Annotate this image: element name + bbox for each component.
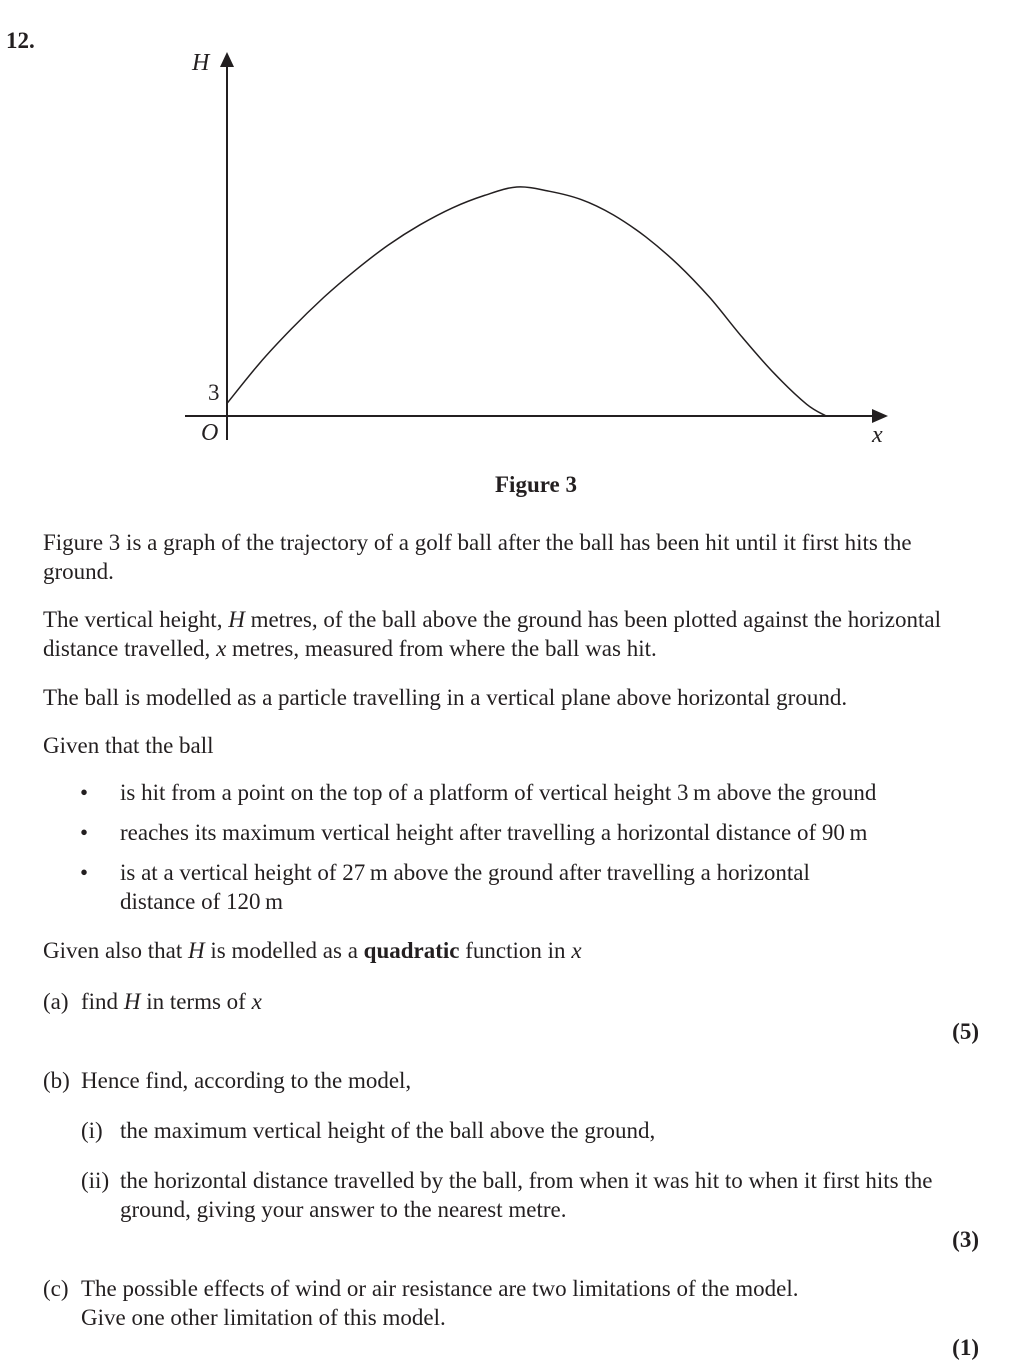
question-number: 12. — [6, 28, 35, 53]
bullet-1: is hit from a point on the top of a platform of vertical height 3 m above the ground — [120, 780, 877, 805]
part-b-i-label: (i) — [81, 1118, 103, 1143]
paragraph-quadratic: Given also that H is modelled as a quadratic function in x — [43, 938, 582, 963]
part-b-ii-text: the horizontal distance travelled by the ball, from when it was hit to when it first hits the ground, giving your answer to the nearest metre. — [120, 1168, 933, 1222]
paragraph-intro: Figure 3 is a graph of the trajectory of a golf ball after the ball has been hit until it first hits the ground. — [43, 530, 912, 584]
x-axis-arrow — [872, 409, 888, 423]
y-intercept-label: 3 — [208, 380, 220, 405]
y-axis-arrow — [220, 52, 234, 67]
figure-caption: Figure 3 — [495, 472, 577, 497]
part-c-marks: (1) — [952, 1335, 979, 1360]
part-b-text: Hence find, according to the model, — [81, 1068, 412, 1093]
x-axis-label: x — [872, 422, 883, 448]
bullet-1-dot: • — [80, 780, 89, 805]
paragraph-variables: The vertical height, H metres, of the ball above the ground has been plotted against the horizontal distance travelled, x metres, measured from where the ball was hit. — [43, 607, 942, 661]
part-b-i-text: the maximum vertical height of the ball above the ground, — [120, 1118, 656, 1143]
part-a-marks: (5) — [952, 1019, 979, 1044]
part-c-label: (c) — [43, 1276, 69, 1301]
bullet-2-dot: • — [80, 820, 89, 845]
origin-label: O — [201, 420, 219, 446]
part-b-marks: (3) — [952, 1227, 979, 1252]
trajectory-graph — [0, 0, 1031, 460]
part-c-text-line2: Give one other limitation of this model. — [81, 1305, 446, 1330]
part-b-ii-label: (ii) — [81, 1168, 110, 1193]
part-b-label: (b) — [43, 1068, 70, 1093]
part-a-label: (a) — [43, 989, 69, 1014]
bullet-3: is at a vertical height of 27 m above the ground after travelling a horizontal distance of 120 m — [120, 860, 810, 914]
part-c-text-line1: The possible effects of wind or air resistance are two limitations of the model. — [81, 1276, 799, 1301]
y-axis-label: H — [192, 50, 210, 76]
bullet-2: reaches its maximum vertical height after travelling a horizontal distance of 90 m — [120, 820, 868, 845]
bullet-3-dot: • — [80, 860, 89, 885]
paragraph-model: The ball is modelled as a particle travelling in a vertical plane above horizontal ground. — [43, 685, 848, 710]
paragraph-given: Given that the ball — [43, 733, 214, 758]
trajectory-curve — [227, 187, 826, 416]
part-a-text: find H in terms of x — [81, 989, 262, 1014]
